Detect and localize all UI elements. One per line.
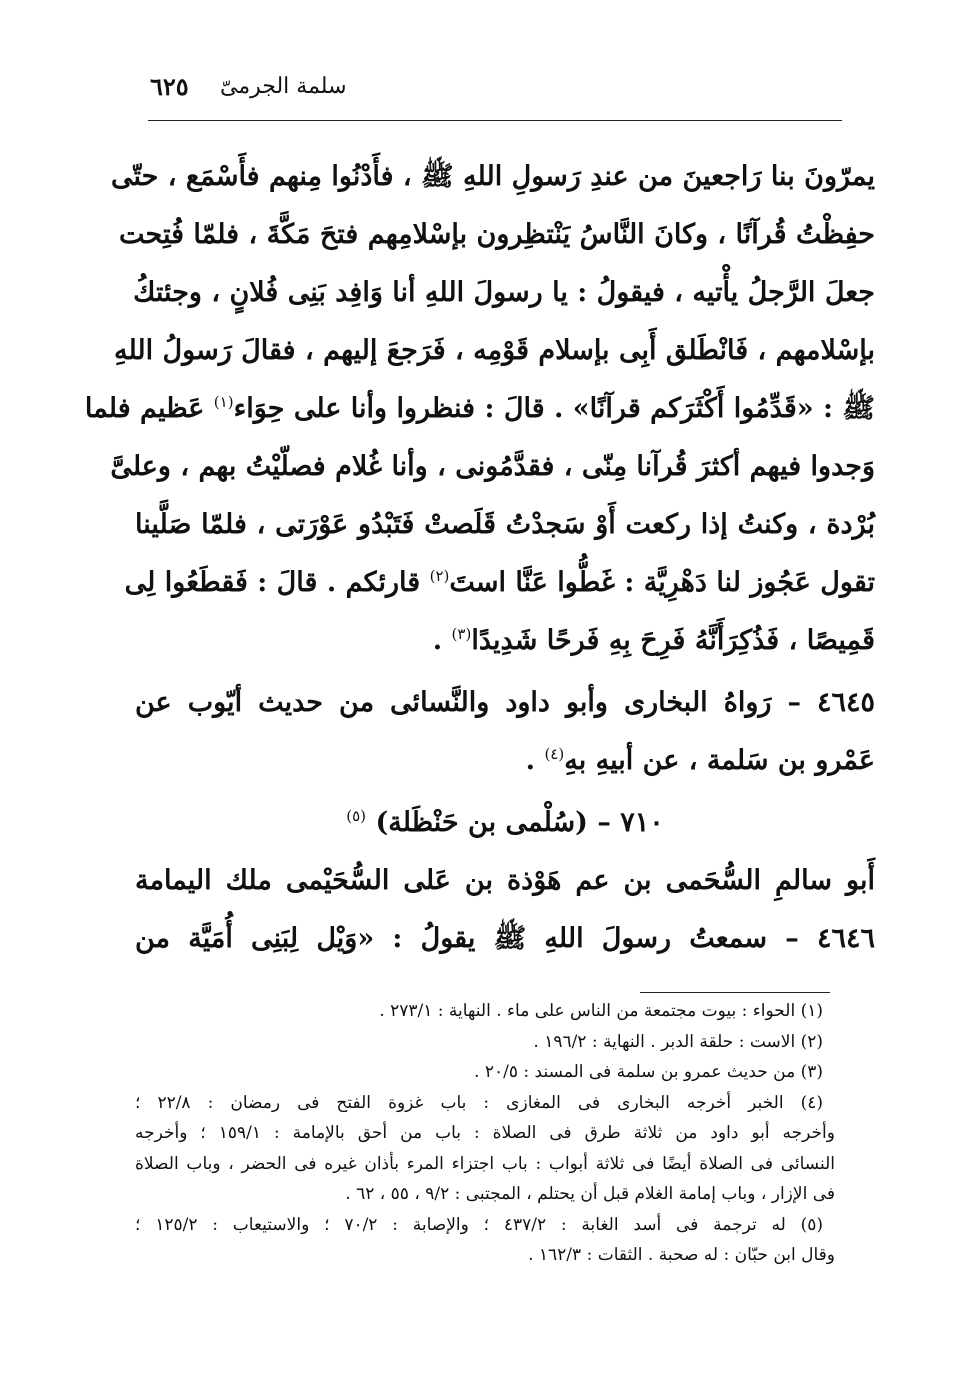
running-title: سلمة الجرمىّ [220,74,347,99]
text-line: يمرّونَ بنا رَاجعينَ من عندِ رَسولِ اللهِ ﷺ ، فأَدْنُوا مِنهم فأَسْمَع ، حتّى [110,161,875,192]
page-header [150,70,840,114]
footnote-continuation: فى الإزار ، وباب إمامة الغلام قبل أن يحتلم ، المجتبى : ٩/٢ ، ٥٥ ، ٦٢ . [345,1184,835,1204]
hadith-line: ٤٦٤٦ – سمعتُ رسولَ اللهِ ﷺ يقولُ : «وَيْل لِبَنِى أُمَيَّة من [135,923,875,954]
text-line: وَجدوا فيهم أكثرَ قُرآنا مِنّى ، فقدَّمُونى ، وأنا غُلام فصلّيْتُ بهم ، وعلىَّ [110,451,875,482]
text-line [135,612,875,670]
page-number: ٦٢٥ [150,72,189,101]
text-segment: عَظيم فلما [84,393,205,424]
footnote: (٣) من حديث عمرو بن سلمة فى المسند : ٢٠/٥ . [474,1062,823,1082]
footnote: (١) الحواء : بيوت مجتمعة من الناس على ماء . النهاية : ٢٧٣/١ . [379,1001,823,1021]
footnote-ref: (٢) [429,567,450,585]
text-line [124,554,875,612]
main-text [84,148,875,968]
text-line: جعلَ الرَّجلُ يأْتيه ، فيقولُ : يا رسولَ اللهِ أنا وَافِد بَنِى فُلانٍ ، وجئتكُ [133,277,875,308]
section-title: ٧١٠ – (سُلْمى بن حَنْظَلة) [375,807,664,838]
footnotes [135,996,835,1271]
text-segment: ﷺ : «قَدِّمُوا أَكْثَرَكم قرآنًا» . قالَ : فنظروا وأنا على حِوَاء [233,393,875,424]
footnote-continuation: وقال ابن حبّان : له صحبة . الثقات : ١٦٢/٣ . [528,1245,835,1265]
text-segment: قَمِيصًا ، فَذُكِرَأَنَّهُ فَرِحَ بِهِ فَرحًا شَدِيدًا [471,625,875,656]
text-segment: قارئكم . قالَ : فَقطَعُوا لِى [124,567,421,598]
section-heading [135,794,875,852]
footnote: (٥) له ترجمة فى أسد الغابة : ٤٣٧/٢ ؛ والإصابة : ٧٠/٢ ؛ والاستيعاب : ١٢٥/٢ ؛ [135,1214,823,1235]
hadith-line [135,732,875,790]
text-line: بإسْلامهم ، فَانْطَلق أَبِى بإسلام قَوْمِه ، فَرَجعَ إليهم ، فقالَ رَسولُ اللهِ [114,335,875,366]
footnote-ref: (١) [213,393,234,411]
footnote-ref: (٥) [346,807,367,825]
footnote-ref: (٤) [544,745,565,763]
period: . [525,745,536,776]
text-line: حفِظْتُ قُرآنًا ، وكانَ النَّاسُ يَنْتظِرون بإسْلامِهم فتحَ مَكَّةَ ، فلمّا فُتِحت [119,219,875,250]
footnote-rule [640,992,830,993]
text-line [84,380,875,438]
text-line: أَبو سالمِ السُّحَمى بن عم هَوْذة بن عَلى السُّحَيْمى ملك اليمامة [135,865,875,896]
footnote-continuation: النسائى فى الصلاة أيضًا فى ثلاثة أبواب : باب اجتزاء المرء بأذان غيره فى الحضر ، وباب الصلاة [135,1153,835,1174]
text-segment: تقول عَجُوز لنا دَهْرِيَّة : غَطُّوا عَنَّا استَ [449,567,875,598]
footnote-ref: (٣) [451,625,472,643]
hadith-line: ٤٦٤٥ – رَواهُ البخارى وأبو داود والنَّسائى من حديث أيّوب عن [135,687,875,718]
footnote-continuation: وأخرجه أبو داود من ثلاثة طرق فى الصلاة : باب من أحق بالإمامة : ١٥٩/١ ؛ وأخرجه [135,1123,835,1143]
text-line: بُرْدة ، وكنتُ إذا ركعت أَوْ سَجدْتُ قَلَصتْ فَتَبْدُو عَوْرَتى ، فلمّا صَلَّينا [135,509,875,540]
footnote: (٤) الخبر أخرجه البخارى فى المغازى : باب غزوة الفتح فى رمضان : ٢٢/٨ ؛ [135,1092,823,1113]
header-rule [148,120,842,121]
footnote: (٢) الاست : حلقة الدبر . النهاية : ١٩٦/٢ . [533,1031,823,1052]
text-segment: عَمْرو بن سَلمة ، عن أبيهِ بهِ [564,745,875,776]
period: . [432,625,443,656]
